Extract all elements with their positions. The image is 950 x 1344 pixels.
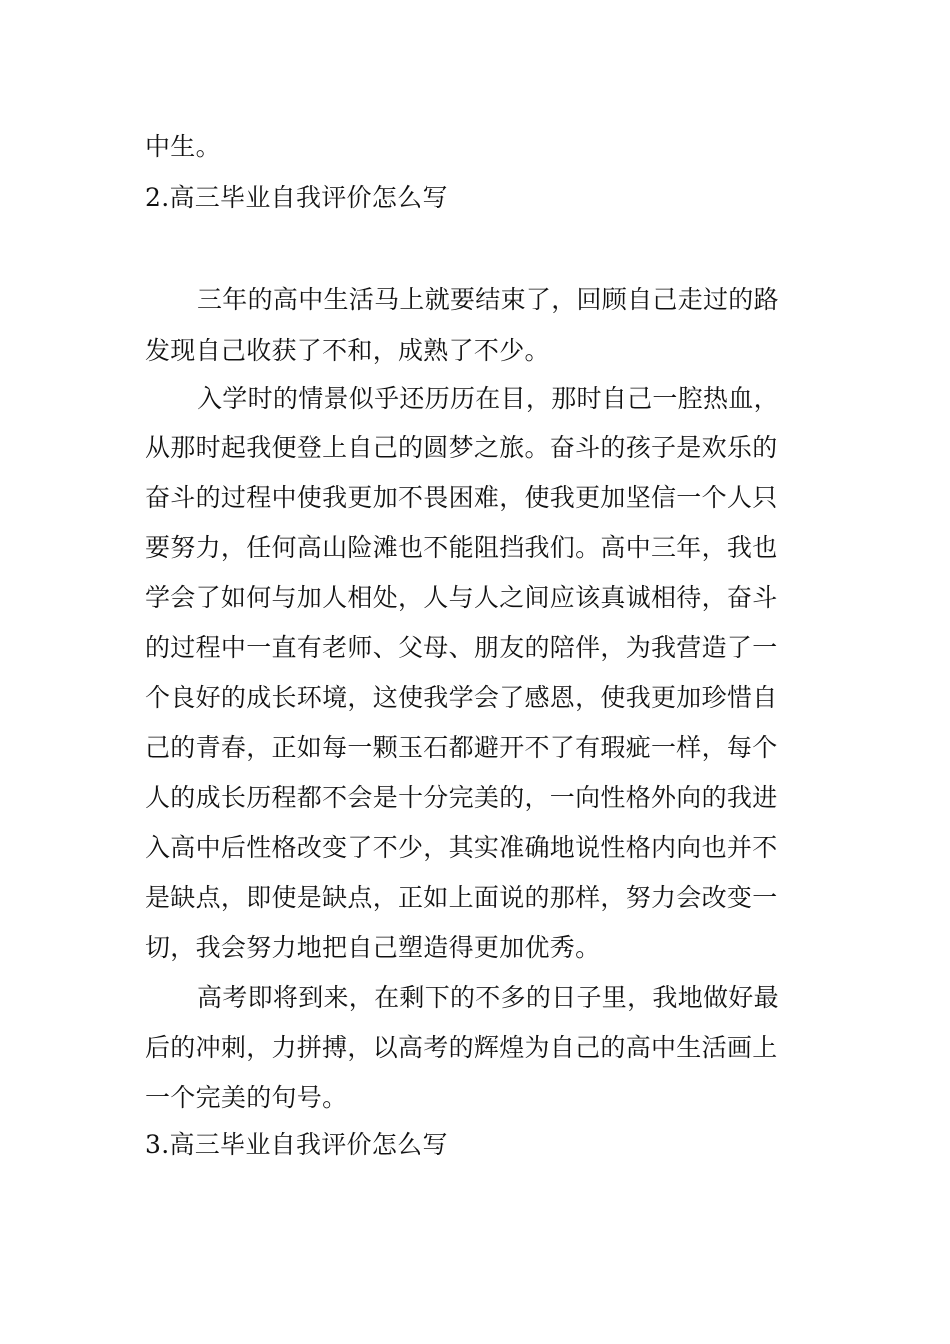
paragraph-line: 一个完美的句号。 <box>145 1083 348 1112</box>
paragraph-line: 人的成长历程都不会是十分完美的，一向性格外向的我进 <box>145 783 778 812</box>
paragraph-line: 入学时的情景似乎还历历在目，那时自己一腔热血， <box>197 384 779 413</box>
paragraph-line: 入高中后性格改变了不少，其实准确地说性格内向也并不 <box>145 833 778 862</box>
section-heading: 2.高三毕业自我评价怎么写 <box>145 183 448 212</box>
paragraph-line: 发现自己收获了不和，成熟了不少。 <box>145 336 550 365</box>
paragraph-line: 学会了如何与加人相处，人与人之间应该真诚相待，奋斗 <box>145 583 778 612</box>
paragraph-line: 后的冲刺，力拼搏，以高考的辉煌为自己的高中生活画上 <box>145 1033 778 1062</box>
section-heading: 3.高三毕业自我评价怎么写 <box>145 1130 448 1159</box>
paragraph-line: 三年的高中生活马上就要结束了，回顾自己走过的路 <box>197 285 779 314</box>
paragraph-line: 己的青春，正如每一颗玉石都避开不了有瑕疵一样，每个 <box>145 733 778 762</box>
text-line: 中生。 <box>145 132 221 161</box>
paragraph-line: 从那时起我便登上自己的圆梦之旅。奋斗的孩子是欢乐的 <box>145 433 778 462</box>
paragraph-line: 奋斗的过程中使我更加不畏困难，使我更加坚信一个人只 <box>145 483 778 512</box>
paragraph-line: 高考即将到来，在剩下的不多的日子里，我地做好最 <box>197 983 779 1012</box>
paragraph-line: 要努力，任何高山险滩也不能阻挡我们。高中三年，我也 <box>145 533 778 562</box>
paragraph-line: 是缺点，即使是缺点，正如上面说的那样，努力会改变一 <box>145 883 778 912</box>
paragraph-line: 个良好的成长环境，这使我学会了感恩，使我更加珍惜自 <box>145 683 778 712</box>
paragraph-line: 的过程中一直有老师、父母、朋友的陪伴，为我营造了一 <box>145 633 778 662</box>
paragraph-line: 切，我会努力地把自己塑造得更加优秀。 <box>145 933 601 962</box>
